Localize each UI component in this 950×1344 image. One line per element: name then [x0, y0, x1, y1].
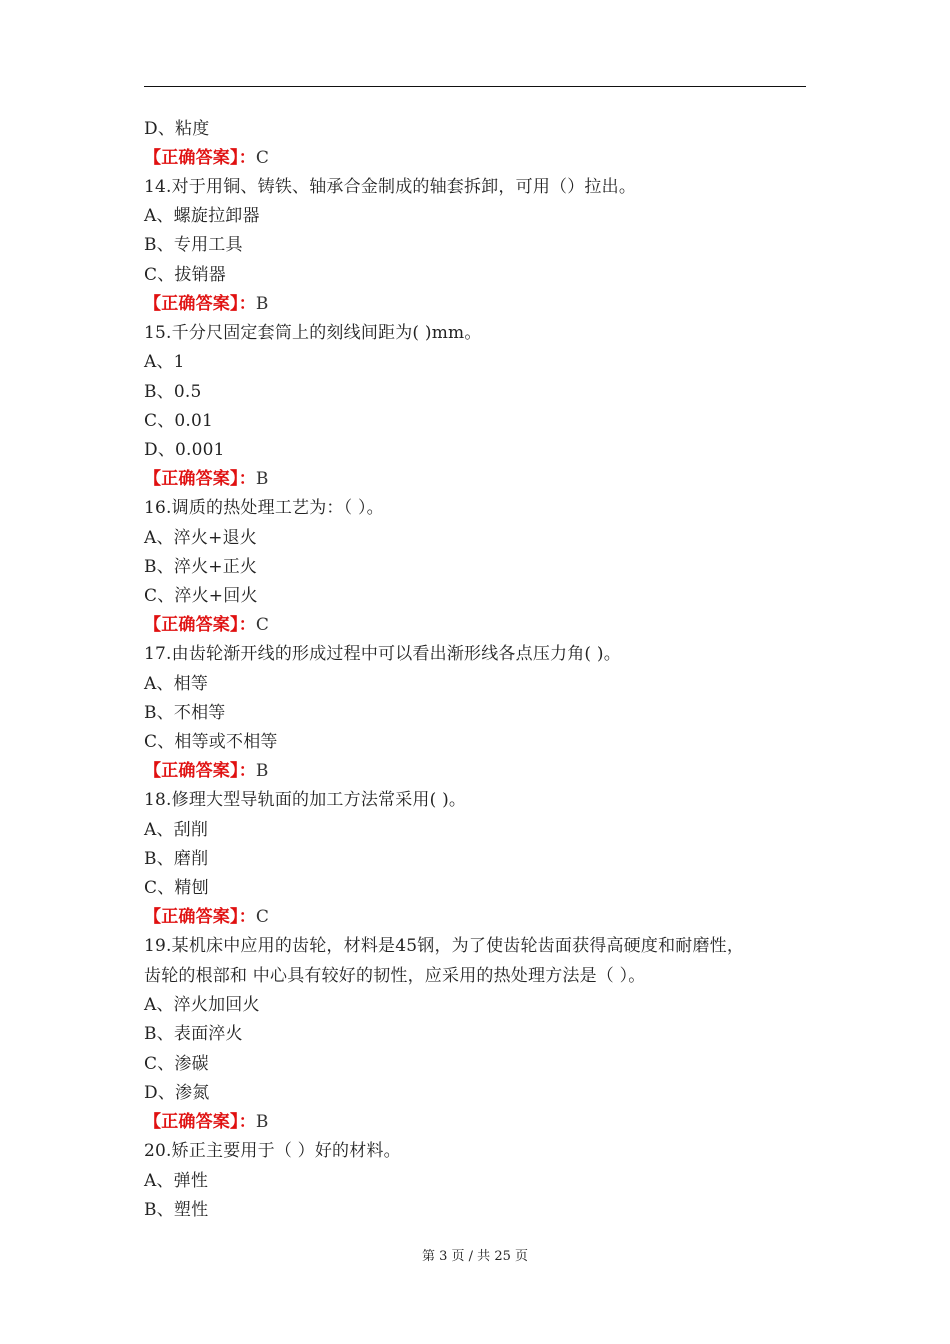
- option-b: B、淬火+正火: [144, 557, 258, 577]
- answer-value: C: [255, 148, 270, 168]
- option-a: A、淬火加回火: [144, 995, 260, 1015]
- question-14: 14.对于用铜、铸铁、轴承合金制成的轴套拆卸，可用（）拉出。: [144, 177, 637, 197]
- answer-tag: 【正确答案】：: [144, 761, 256, 781]
- option-b: B、塑性: [144, 1200, 209, 1220]
- option-c: C、精刨: [144, 878, 209, 898]
- answer-value: B: [255, 1112, 269, 1132]
- option-a: A、1: [144, 352, 185, 372]
- answer-tag: 【正确答案】：: [144, 294, 256, 314]
- option-a: A、螺旋拉卸器: [144, 206, 260, 226]
- answer-value: B: [255, 469, 269, 489]
- option-c: C、相等或不相等: [144, 732, 278, 752]
- question-19-continued: 齿轮的根部和 中心具有较好的韧性，应采用的热处理方法是（ ）。: [144, 966, 646, 986]
- question-17: 17.由齿轮渐开线的形成过程中可以看出渐形线各点压力角( )。: [144, 644, 621, 664]
- option-d: D、渗氮: [144, 1083, 210, 1103]
- option-c: C、0.01: [144, 411, 214, 431]
- answer-value: C: [255, 615, 270, 635]
- option-b: B、表面淬火: [144, 1024, 243, 1044]
- option-b: B、磨削: [144, 849, 209, 869]
- answer-line: [144, 906, 269, 928]
- option-c: C、渗碳: [144, 1054, 209, 1074]
- answer-line: [144, 468, 269, 490]
- question-16: 16.调质的热处理工艺为：（ ）。: [144, 498, 384, 518]
- answer-value: C: [255, 907, 270, 927]
- option-a: A、淬火+退火: [144, 528, 257, 548]
- answer-line: [144, 1111, 269, 1133]
- option-a: A、刮削: [144, 820, 209, 840]
- option-b: B、0.5: [144, 382, 202, 402]
- option-d: D、粘度: [144, 119, 210, 139]
- question-19: 19.某机床中应用的齿轮，材料是45钢，为了使齿轮齿面获得高硬度和耐磨性，: [144, 936, 745, 956]
- answer-line: [144, 614, 269, 636]
- answer-value: B: [255, 761, 269, 781]
- option-a: A、弹性: [144, 1171, 209, 1191]
- option-a: A、相等: [144, 674, 209, 694]
- answer-line: [144, 293, 269, 315]
- page-footer: 第 3 页 / 共 25 页: [422, 1249, 528, 1264]
- answer-tag: 【正确答案】：: [144, 907, 256, 927]
- answer-tag: 【正确答案】：: [144, 469, 256, 489]
- question-18: 18.修理大型导轨面的加工方法常采用( )。: [144, 790, 467, 810]
- question-20: 20.矫正主要用于（ ）好的材料。: [144, 1141, 401, 1161]
- option-d: D、0.001: [144, 440, 225, 460]
- option-c: C、拔销器: [144, 265, 227, 285]
- option-b: B、专用工具: [144, 235, 243, 255]
- answer-tag: 【正确答案】：: [144, 1112, 256, 1132]
- answer-tag: 【正确答案】：: [144, 615, 256, 635]
- answer-tag: 【正确答案】：: [144, 148, 256, 168]
- answer-line: [144, 147, 269, 169]
- option-b: B、不相等: [144, 703, 226, 723]
- header-rule: [144, 86, 806, 87]
- option-c: C、淬火+回火: [144, 586, 258, 606]
- answer-line: [144, 760, 269, 782]
- question-15: 15.千分尺固定套筒上的刻线间距为( )mm。: [144, 323, 482, 343]
- answer-value: B: [255, 294, 269, 314]
